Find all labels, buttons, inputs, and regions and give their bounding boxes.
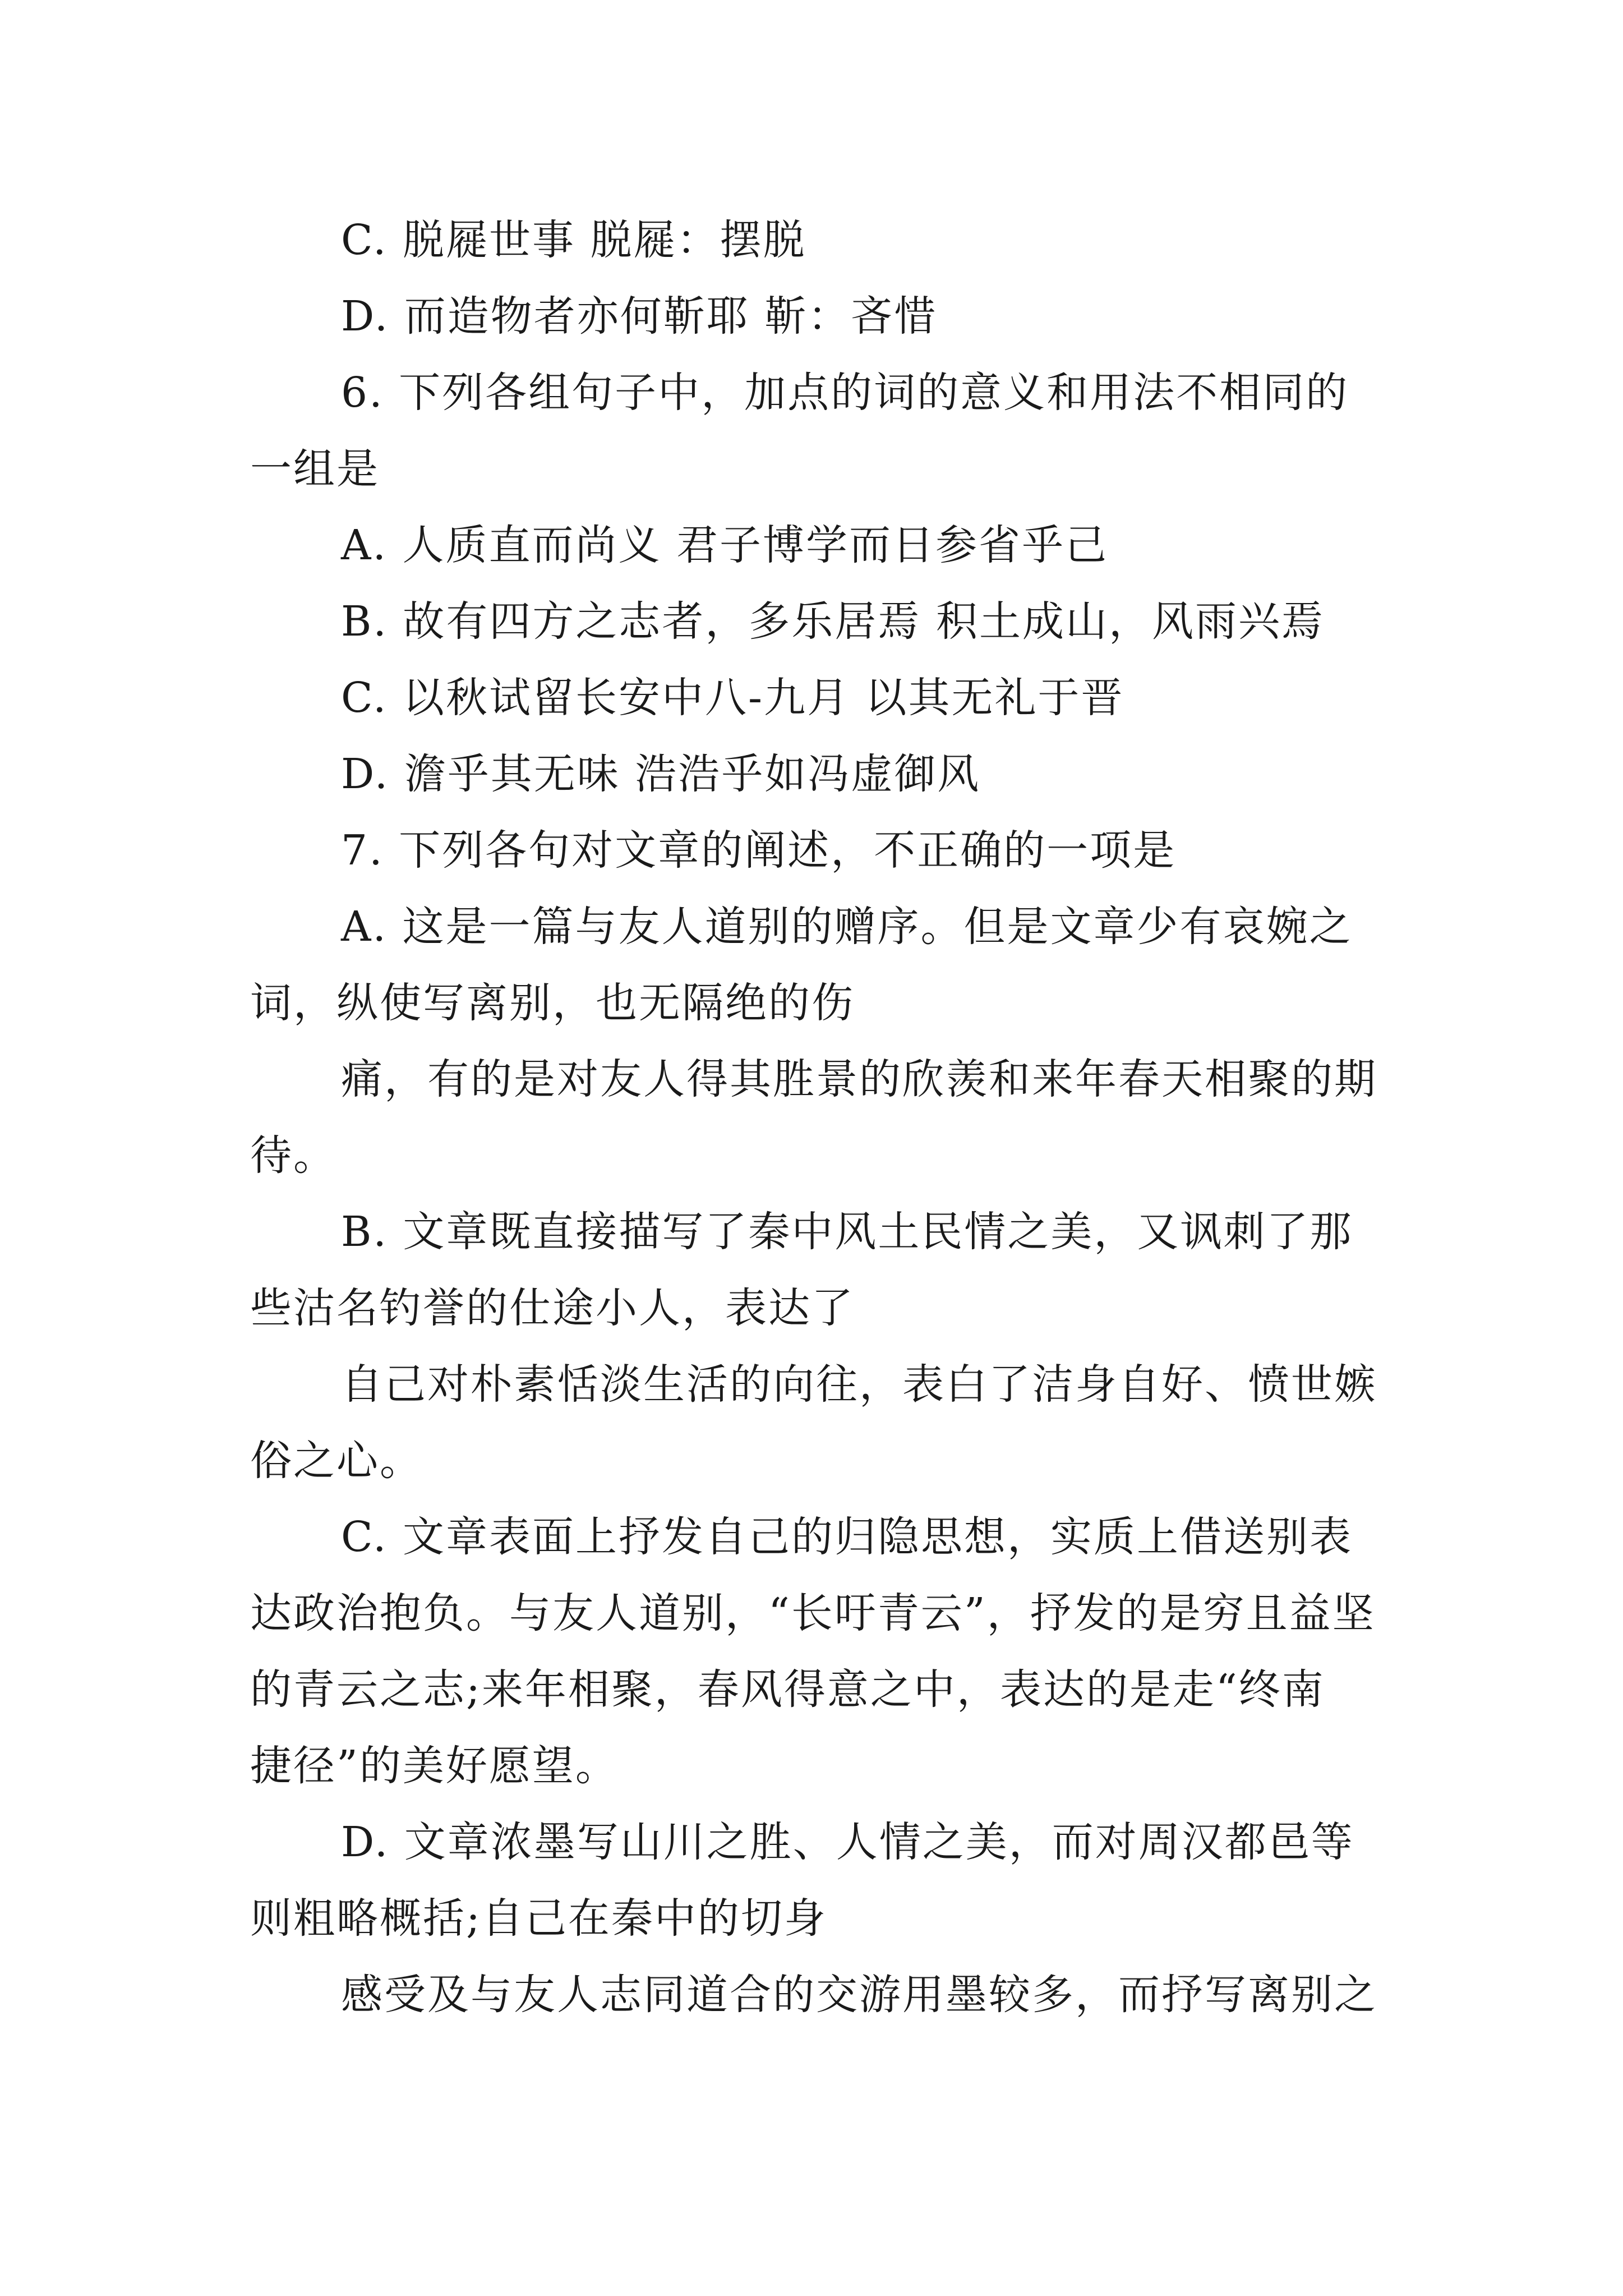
- q7-option-c-line-4: 捷径”的美好愿望。: [250, 1742, 619, 1790]
- q7-option-a-line-2: 词，纵使写离别，也无隔绝的伤: [250, 979, 855, 1027]
- q7-option-c-line-1: C. 文章表面上抒发自己的归隐思想，实质上借送别表: [341, 1513, 1353, 1561]
- option-c-line: C. 脱屣世事 脱屣：摆脱: [341, 216, 806, 264]
- q7-option-a-line-1: A. 这是一篇与友人道别的赠序。但是文章少有哀婉之: [341, 903, 1353, 951]
- q7-option-b-line-4: 俗之心。: [250, 1437, 423, 1485]
- q7-option-d-line-1: D. 文章浓墨写山川之胜、人情之美，而对周汉都邑等: [341, 1818, 1354, 1866]
- document-body: [250, 202, 1385, 2033]
- q6-option-a: A. 人质直而尚义 君子博学而日参省乎己: [341, 521, 1109, 569]
- q7-option-b-line-2: 些沽名钓誉的仕途小人，表达了: [250, 1284, 855, 1332]
- q7-option-c-line-3: 的青云之志;来年相聚，春风得意之中，表达的是走“终南: [250, 1665, 1325, 1714]
- question-6-continuation: 一组是: [250, 445, 380, 493]
- question-7-line: 7. 下列各句对文章的阐述，不正确的一项是: [341, 826, 1177, 875]
- q7-option-b-line-3: 自己对朴素恬淡生活的向往，表白了洁身自好、愤世嫉: [341, 1360, 1377, 1409]
- q7-option-d-line-2: 则粗略概括;自己在秦中的切身: [250, 1894, 827, 1943]
- q7-option-a-line-3: 痛，有的是对友人得其胜景的欣羡和来年春天相聚的期: [341, 1055, 1377, 1103]
- q7-option-b-line-1: B. 文章既直接描写了秦中风土民情之美，又讽刺了那: [341, 1208, 1353, 1256]
- q7-option-d-line-3: 感受及与友人志同道合的交游用墨较多，而抒写离别之: [341, 1971, 1377, 2019]
- option-d-line: D. 而造物者亦何靳耶 靳：吝惜: [341, 292, 938, 341]
- q6-option-c: C. 以秋试留长安中八-九月 以其无礼于晋: [341, 674, 1124, 722]
- q7-option-c-line-2: 达政治抱负。与友人道别，“长吁青云”，抒发的是穷且益坚: [250, 1589, 1376, 1637]
- q6-option-d: D. 澹乎其无味 浩浩乎如冯虚御风: [341, 750, 981, 798]
- q7-option-a-line-4: 待。: [250, 1131, 336, 1180]
- question-6-line: 6. 下列各组句子中，加点的词的意义和用法不相同的: [341, 369, 1349, 417]
- q6-option-b: B. 故有四方之志者，多乐居焉 积土成山，风雨兴焉: [341, 597, 1325, 646]
